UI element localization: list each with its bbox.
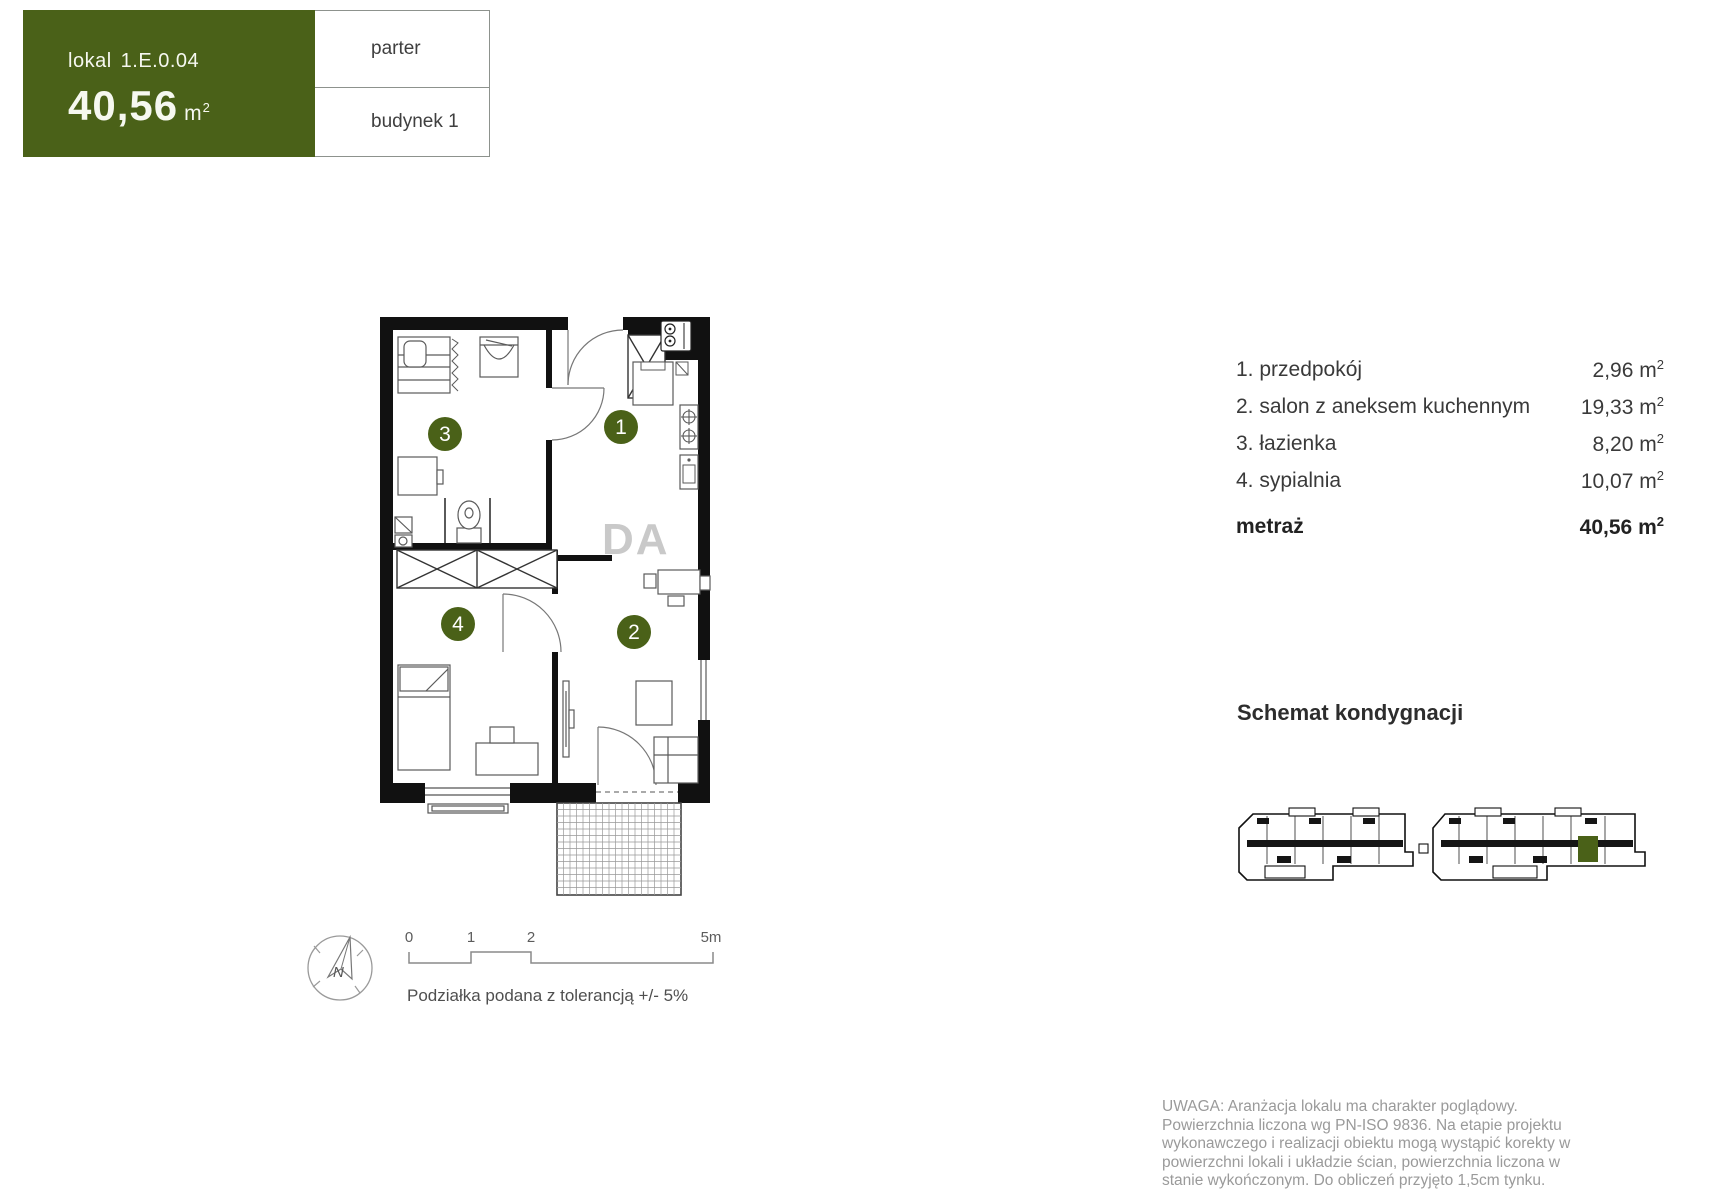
room-area: 2,96 $m^2$ xyxy=(1592,356,1664,382)
scale-tick-0: 0 xyxy=(404,929,414,946)
room-label: 1. przedpokój xyxy=(1236,357,1363,381)
entrance-door xyxy=(568,330,623,385)
room-area: 8,20 $m^2$ xyxy=(1592,430,1664,456)
floorplan-drawing xyxy=(378,315,712,900)
scale-caption: Podziałka podana z tolerancją +/- 5% xyxy=(407,986,689,1005)
room-area: 19,33 $m^2$ xyxy=(1580,393,1664,419)
unit-area-unit: m xyxy=(184,102,203,125)
floor-schematic xyxy=(1237,806,1649,894)
room-row xyxy=(1236,351,1664,388)
room-row xyxy=(1236,462,1664,499)
badge-1: 1 xyxy=(615,416,627,439)
bedroom-door xyxy=(503,594,561,652)
building-label: budynek 1 xyxy=(371,111,459,132)
compass-north-label: N xyxy=(333,964,344,981)
unit-info-table xyxy=(315,10,490,157)
terrace xyxy=(557,803,681,895)
wardrobe-strip xyxy=(397,550,557,588)
unit-area xyxy=(68,82,211,130)
badge-2: 2 xyxy=(628,621,640,644)
badge-4: 4 xyxy=(452,613,464,636)
total-area: 40,56 $m^2$ xyxy=(1579,513,1664,539)
unit-area-sup: 2 xyxy=(202,100,211,115)
watermark: DA xyxy=(602,515,670,564)
room-label: 3. łazienka xyxy=(1236,431,1337,455)
total-row xyxy=(1236,508,1664,545)
unit-area-value: 40,56 xyxy=(68,82,179,129)
unit-header-card xyxy=(23,10,315,157)
room-row xyxy=(1236,425,1664,462)
room-label: 4. sypialnia xyxy=(1236,468,1342,492)
bathroom-door xyxy=(552,388,604,440)
badge-3: 3 xyxy=(439,423,451,446)
bedroom-window xyxy=(425,788,510,813)
room-list xyxy=(1236,351,1664,545)
unit-number: 1.E.0.04 xyxy=(120,50,200,72)
highlighted-unit xyxy=(1578,836,1598,862)
floor-cell xyxy=(315,11,489,88)
salon-furniture xyxy=(563,570,710,783)
room-label: 2. salon z aneksem kuchennym xyxy=(1236,394,1531,418)
floor-label: parter xyxy=(371,38,421,59)
building-cell xyxy=(315,88,489,156)
disclaimer-text: UWAGA: Aranżacja lokalu ma charakter poglądowy. Powierzchnia liczona wg PN-ISO 9836. Na etapie projektu wykonawczego i realizacji obiektu mogą wystąpić korekty w powierzchni lokali i układzie ścian, powierzchnia liczona w stanie wykończonym. Do obliczeń przyjęto 1,5cm tynku. xyxy=(1162,1098,1571,1189)
scale-tick-1: 1 xyxy=(466,929,476,946)
room-row xyxy=(1236,388,1664,425)
bedroom-furniture xyxy=(398,665,538,775)
total-label: metraż xyxy=(1236,514,1304,538)
unit-id xyxy=(68,50,199,73)
scale-tick-5m: 5m xyxy=(700,929,722,946)
unit-label: lokal xyxy=(68,50,112,72)
compass-icon xyxy=(300,925,380,1010)
scale-tick-2: 2 xyxy=(526,929,536,946)
schematic-title: Schemat kondygnacji xyxy=(1237,700,1464,725)
scale-bar xyxy=(395,925,735,975)
room-area: 10,07 $m^2$ xyxy=(1580,467,1664,493)
